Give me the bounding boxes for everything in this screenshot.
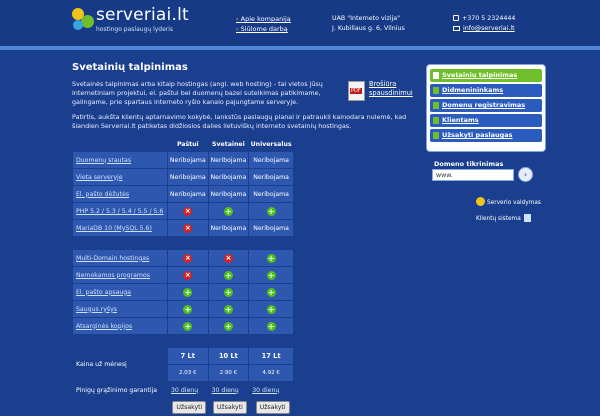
sidebar-item-domains[interactable]: Domenų registravimas [430,99,542,112]
contact-info [453,14,515,34]
table-row [73,203,293,219]
table-cell: Neribojama [209,220,249,236]
guarantee-label: Pinigų grąžinimo garantija [76,386,158,394]
table-row [73,301,293,317]
table-cell: Neribojama [209,152,249,168]
feature-link[interactable]: Nemokamos programos [76,271,150,279]
check-plus-icon: + [184,304,192,314]
price-value: 10 Lt [209,348,249,364]
feature-link[interactable]: MariaDB 10 (MySQL 5.6) [76,224,152,232]
feature-link[interactable]: El. pašto apsauga [76,288,132,296]
guarantee-link[interactable]: 30 dienų [171,386,199,394]
check-plus-icon: + [225,287,232,297]
client-system-icon [524,214,531,222]
logo-ball-green [81,15,94,28]
intro-paragraph: Svetainės talpinimas arba kitaip hostingas (angl. web hosting) - tai vietos jūsų internetiniam projektui, el. paštui bei duomenų bazei suteikimas patikimame, galingame, prie spartaus interneto ryšio kanalo pajungtame serveryje. [72,80,323,106]
check-plus-icon: + [225,270,232,280]
table-cell [249,301,293,317]
page-title: Svetainių talpinimas [72,62,188,73]
table-cell [168,284,208,300]
check-plus-icon: + [267,270,275,280]
server-management[interactable] [476,197,541,206]
check-plus-icon: + [267,321,275,331]
cross-icon: × [184,270,191,279]
table-cell [249,284,293,300]
table-cell [209,301,249,317]
order-button[interactable]: Užsakyti [256,401,290,414]
table-cell [209,250,249,266]
table-cell [209,203,249,219]
table-cell [168,267,208,283]
second-paragraph: Patirtis, aukšta klientų aptarnavimo kokybė, lankstūs paslaugų planai ir patraukli kainodara nulemė, kad šiandien Serveriai.lt patiketas didžiosios dalies lietuviškų interneto svetainių hostingas. [72,113,407,130]
sidebar-item-hosting[interactable]: Svetainių talpinimas [430,69,542,82]
column-header: Universalus [250,141,292,148]
table-cell [249,267,293,283]
check-plus-icon: + [184,321,192,331]
table-cell [249,250,293,266]
phone-number: +370 5 2324444 [462,15,516,22]
logo-ball-blue [73,20,83,30]
logo-name: serveriai.lt [96,5,189,25]
table-cell [168,250,208,266]
email-link[interactable]: info@serveriai.lt [463,25,515,32]
price-eur: 4.92 € [249,365,293,381]
column-empty [73,138,167,151]
table-cell: Neribojama [209,169,249,185]
domain-input[interactable]: www. [432,169,514,181]
price-label: Kaina už mėnesį [76,361,127,368]
cross-icon: × [184,206,191,215]
site-header [0,0,600,46]
table-row [73,318,293,334]
sidebar-item-clients[interactable]: Klientams [430,114,542,127]
check-plus-icon: + [267,304,275,314]
feature-link[interactable]: Vieta serveryje [76,173,123,181]
sidebar-item-resellers[interactable]: Didmenininkams [430,84,542,97]
price-value: 17 Lt [249,348,293,364]
server-management-icon [476,197,485,206]
check-plus-icon: + [225,321,232,331]
link-about[interactable]: › Apie kompaniją [236,14,291,24]
cross-icon: × [184,253,191,262]
table-cell: Neribojama [168,186,208,202]
table-row [73,284,293,300]
price-eur: 2.90 € [209,365,249,381]
table-cell: Neribojama [249,169,293,185]
domain-search-button[interactable]: › [518,167,533,182]
price-value: 7 Lt [168,348,208,364]
company-name: UAB "Interneto vizija" [332,15,401,22]
table-cell [209,284,249,300]
client-system[interactable] [476,214,531,222]
table-cell [249,203,293,219]
check-plus-icon: + [267,287,275,297]
table-cell [168,301,208,317]
table-row [73,250,293,266]
table-cell: Neribojama [168,152,208,168]
table-cell [249,318,293,334]
table-cell [168,318,208,334]
company-address: J. Kubiliaus g. 6, Vilnius [332,25,405,32]
table-cell [168,220,208,236]
column-header: Paštui [176,141,199,148]
sidebar-item-order[interactable]: Užsakyti paslaugas [430,129,542,142]
table-row [73,152,293,168]
table-row [73,220,293,236]
table-cell: Neribojama [249,220,293,236]
guarantee-link[interactable]: 30 dienų [211,386,239,394]
table-row [73,186,293,202]
check-plus-icon: + [267,206,275,216]
company-info [332,14,405,34]
table-cell [209,318,249,334]
header-stripe [0,46,600,50]
order-button[interactable]: Užsakyti [172,401,206,414]
price-eur: 2.03 € [168,365,208,381]
order-button[interactable]: Užsakyti [213,401,247,414]
table-cell [209,267,249,283]
pdf-icon[interactable] [348,81,365,101]
logo[interactable] [72,6,192,36]
check-plus-icon: + [225,304,232,314]
table-cell: Neribojama [209,186,249,202]
table-row [73,169,293,185]
table-cell: Neribojama [168,169,208,185]
mail-icon [453,26,460,31]
guarantee-link[interactable]: 30 dienų [252,386,280,394]
check-plus-icon: + [184,287,192,297]
cross-icon: × [184,223,191,232]
feature-link[interactable]: El. pašto dėžutės [76,190,130,198]
column-header: Svetainei [212,141,245,148]
server-management-label: Serverio valdymas [487,200,541,206]
brochure-link[interactable]: Brošiūra spausdinimui [369,80,413,97]
sidebar-menu [426,64,546,152]
logo-tagline: hostingo paslaugų lyderis [96,26,174,33]
domain-check-label: Domeno tikrinimas [434,160,504,168]
feature-link[interactable]: Atsarginės kopijos [76,322,133,330]
feature-link[interactable]: Duomenų srautas [76,156,132,164]
feature-link[interactable]: Saugus ryšys [76,305,117,313]
table-cell [168,203,208,219]
link-jobs[interactable]: › Siūlome darbą [236,24,291,34]
check-plus-icon: + [267,253,275,263]
header-links [236,14,291,34]
phone-icon [453,15,459,21]
check-plus-icon: + [225,206,232,216]
table-row [73,267,293,283]
feature-link[interactable]: Multi-Domain hostingas [76,254,150,262]
table-cell: Neribojama [249,186,293,202]
plans-table [72,137,294,416]
feature-link[interactable]: PHP 5.2 / 5.3 / 5.4 / 5.5 / 5.6 [76,207,164,215]
client-system-label: Klientų sistema [476,216,521,222]
cross-icon: × [225,253,232,262]
table-cell: Neribojama [249,152,293,168]
